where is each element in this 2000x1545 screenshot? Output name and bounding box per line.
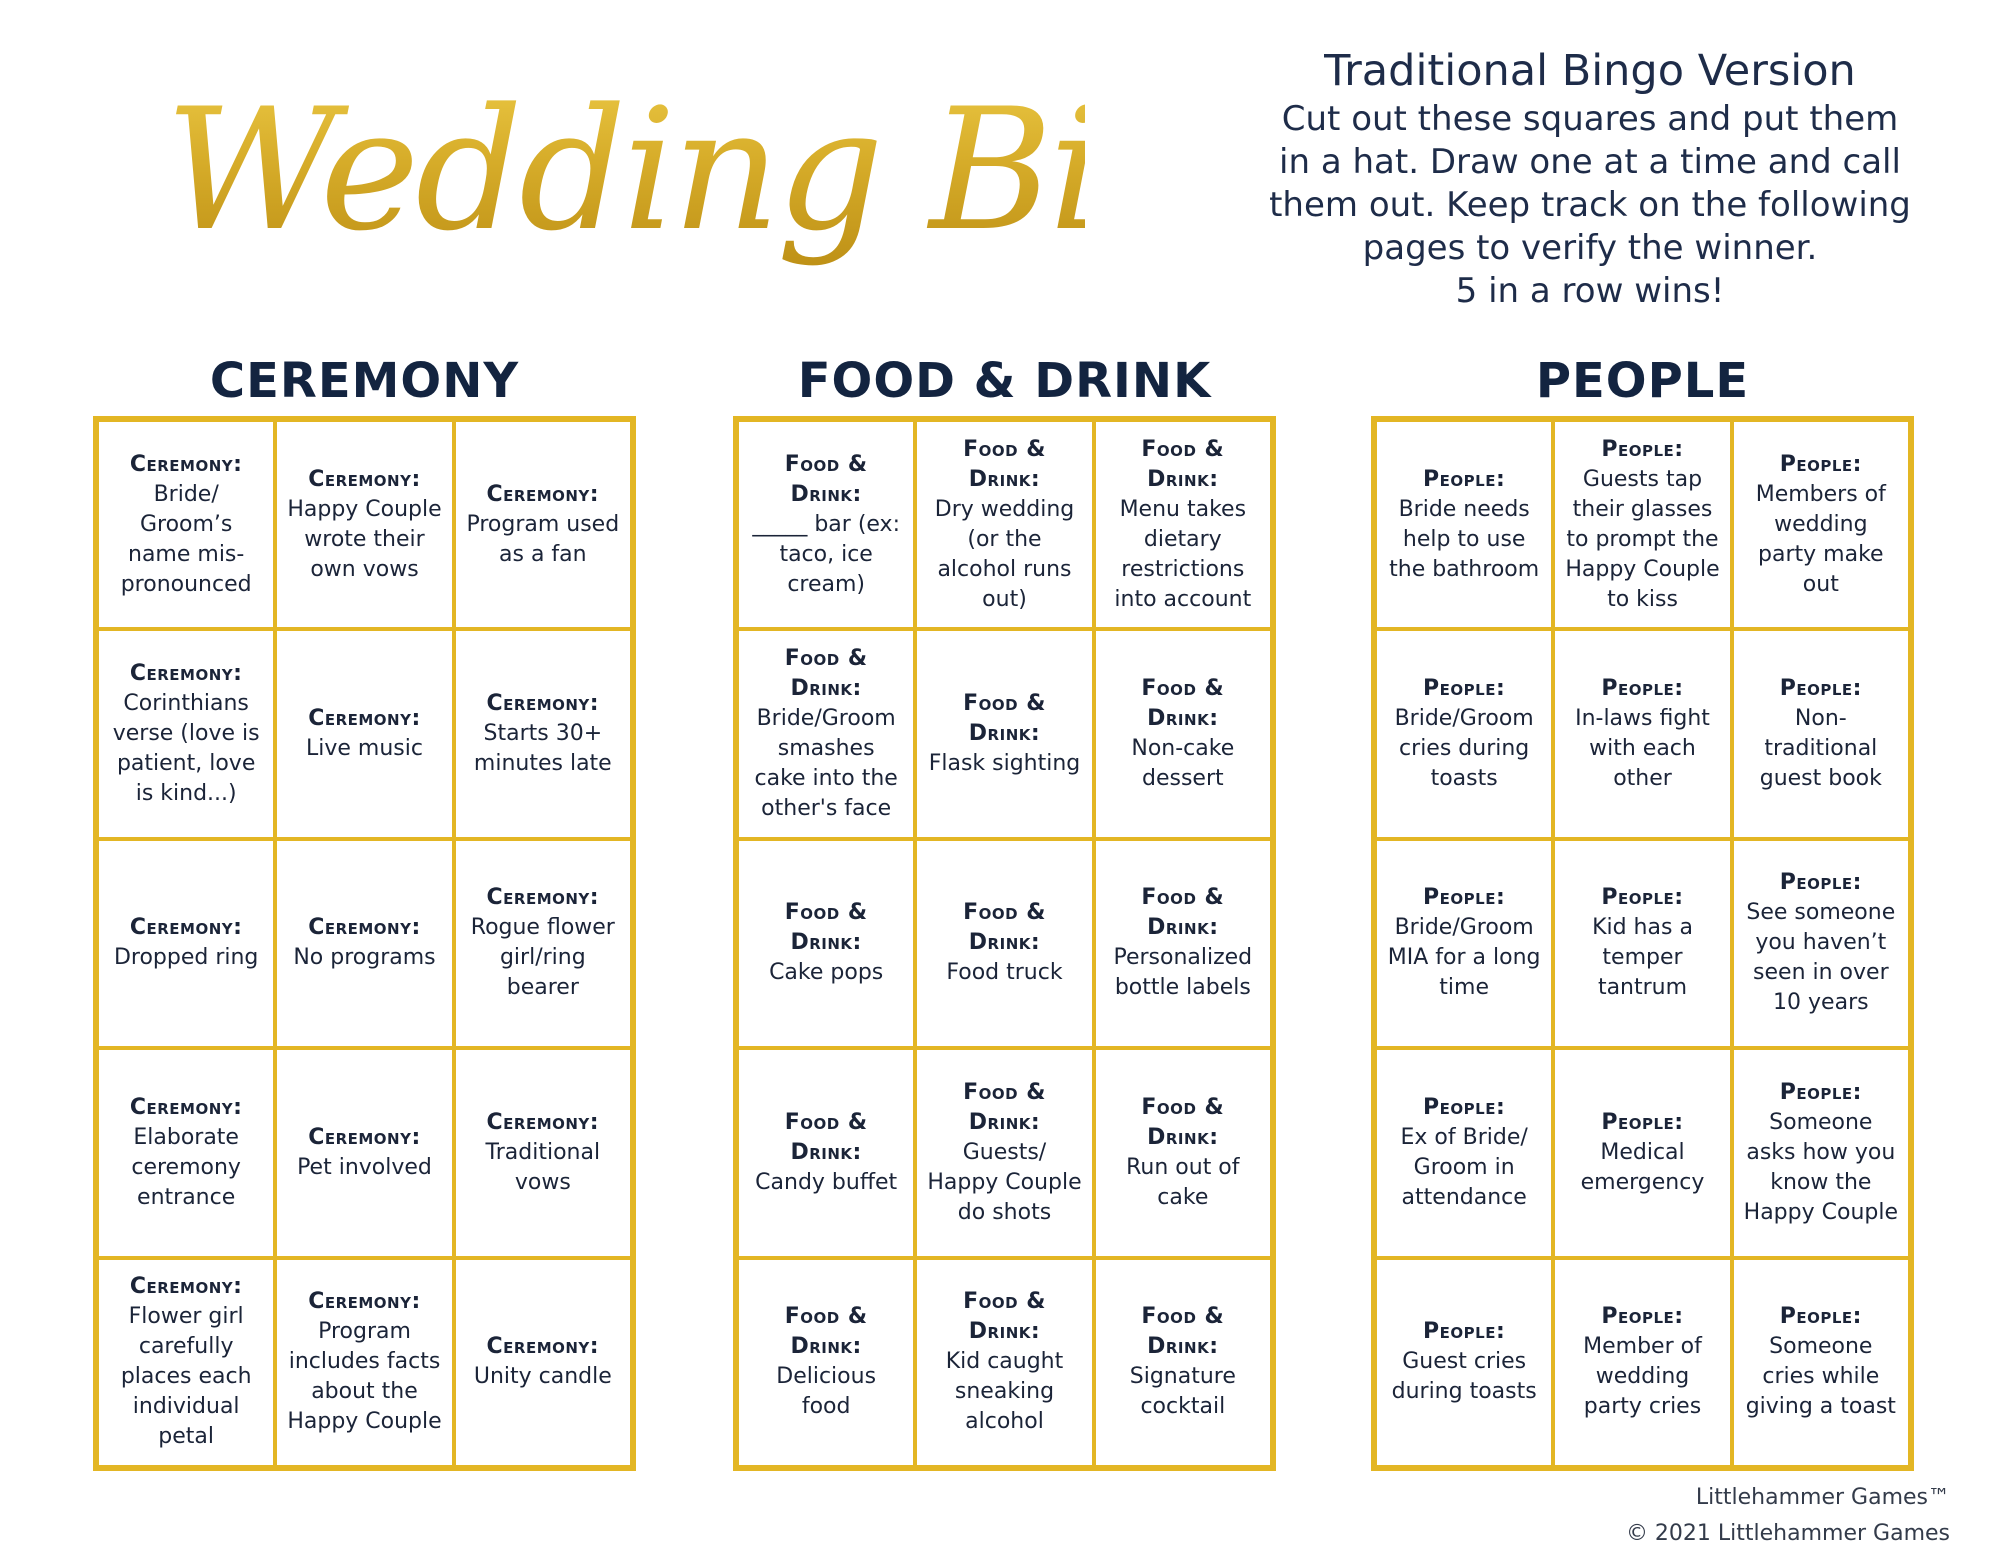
bingo-square-content [927, 1078, 1081, 1228]
square-text: Happy Couple wrote their own vows [287, 496, 442, 582]
bingo-square [1732, 420, 1910, 629]
bingo-square-content [1565, 883, 1719, 1003]
bingo-square [1375, 839, 1553, 1048]
bingo-square [737, 839, 915, 1048]
square-text: Live music [306, 736, 423, 762]
bingo-square [1094, 629, 1272, 838]
square-text: Bride/Groom MIA for a long time [1387, 915, 1541, 1001]
bingo-square-content [466, 1108, 620, 1198]
square-category: People: [1601, 436, 1684, 462]
square-category: People: [1779, 451, 1862, 477]
instructions-line: 5 in a row wins! [1455, 271, 1725, 311]
section-title: PEOPLE [1535, 353, 1750, 409]
bingo-square-content [927, 1287, 1081, 1437]
square-category: Ceremony: [486, 1109, 600, 1135]
bingo-square-content [1565, 674, 1719, 794]
square-text: Food truck [946, 960, 1063, 986]
bingo-square [915, 420, 1093, 629]
bingo-grid [733, 416, 1276, 1471]
square-category: People: [1779, 676, 1862, 702]
square-category: People: [1423, 1319, 1506, 1345]
bingo-square-content [293, 913, 435, 973]
square-category: Ceremony: [308, 706, 421, 732]
bingo-square-content [1565, 1302, 1719, 1422]
bingo-square [1732, 1258, 1910, 1467]
square-text: Starts 30+ minutes late [473, 721, 612, 777]
bingo-square-content [1387, 883, 1541, 1003]
bingo-square [97, 839, 275, 1048]
footer [1626, 1480, 1950, 1545]
square-category: Ceremony: [129, 661, 243, 687]
square-category: Ceremony: [486, 885, 600, 911]
bingo-square [915, 1048, 1093, 1257]
bingo-square [1553, 1258, 1731, 1467]
footer-copyright: © 2021 Littlehammer Games [1625, 1521, 1950, 1545]
bingo-square [275, 420, 453, 629]
bingo-square-content [1106, 883, 1260, 1003]
square-text: Personalized bottle labels [1113, 945, 1253, 1001]
bingo-square-content [1106, 1093, 1260, 1213]
section-food-drink [733, 346, 1276, 1471]
square-text: Flower girl carefully places each individual petal [120, 1304, 252, 1450]
square-text: Medical emergency [1580, 1139, 1705, 1195]
square-text: Menu takes dietary restrictions into account [1114, 496, 1252, 612]
square-text: Dropped ring [113, 945, 259, 971]
bingo-square-content [466, 480, 620, 570]
bingo-square-content [1744, 450, 1898, 600]
bingo-square-content [109, 1093, 263, 1213]
square-category: Ceremony: [129, 451, 243, 477]
instructions-line: them out. Keep track on the following [1269, 185, 1911, 225]
bingo-square [915, 629, 1093, 838]
square-text: Ex of Bride/ Groom in attendance [1400, 1124, 1528, 1210]
bingo-square [1094, 1258, 1272, 1467]
bingo-square [1375, 1048, 1553, 1257]
wedding-bingo-logo: Wedding Bingo [165, 50, 1085, 290]
square-category: Food & Drink: [1141, 1304, 1225, 1360]
square-category: Ceremony: [486, 481, 600, 507]
bingo-square-content [1744, 1302, 1898, 1422]
square-text: Candy buffet [755, 1169, 898, 1195]
square-category: Food & Drink: [1141, 436, 1225, 492]
bingo-grid [93, 416, 636, 1471]
bingo-square-content [109, 450, 263, 600]
bingo-square [737, 629, 915, 838]
square-category: Food & Drink: [784, 900, 868, 956]
square-text: Guests tap their glasses to prompt the Happy Couple to kiss [1565, 466, 1720, 612]
square-text: Traditional vows [485, 1139, 601, 1195]
bingo-square [454, 420, 632, 629]
square-category: Ceremony: [308, 915, 421, 941]
square-text: Program includes facts about the Happy Couple [287, 1319, 442, 1435]
bingo-square [1094, 839, 1272, 1048]
square-category: People: [1601, 1109, 1684, 1135]
square-category: People: [1423, 676, 1506, 702]
bingo-square-content [749, 644, 903, 824]
square-text: Run out of cake [1126, 1154, 1240, 1210]
instructions-line: in a hat. Draw one at a time and call [1279, 142, 1901, 182]
square-category: People: [1423, 466, 1506, 492]
square-category: Ceremony: [486, 691, 600, 717]
square-category: People: [1779, 870, 1862, 896]
bingo-square-content [1744, 674, 1898, 794]
instructions [1240, 44, 1940, 313]
square-category: People: [1779, 1079, 1862, 1105]
bingo-square-content [466, 689, 620, 779]
bingo-square-content [1387, 674, 1541, 794]
square-text: In-laws fight with each other [1575, 706, 1710, 792]
square-category: Food & Drink: [963, 1289, 1046, 1345]
bingo-square-content [297, 1123, 432, 1183]
bingo-square [737, 1258, 915, 1467]
square-text: Kid caught sneaking alcohol [945, 1349, 1064, 1435]
bingo-square [915, 839, 1093, 1048]
bingo-square-content [1744, 868, 1898, 1018]
bingo-square [1732, 839, 1910, 1048]
bingo-square-content [1387, 465, 1541, 585]
square-text: Guest cries during toasts [1391, 1349, 1537, 1405]
bingo-square-content [749, 450, 903, 600]
bingo-square-content [1387, 1093, 1541, 1213]
square-category: Food & Drink: [963, 436, 1046, 492]
square-text: Cake pops [769, 960, 884, 986]
square-text: Someone cries while giving a toast [1745, 1334, 1896, 1420]
bingo-square [1732, 1048, 1910, 1257]
square-text: Dry wedding (or the alcohol runs out) [934, 496, 1075, 612]
bingo-square-content [466, 883, 620, 1003]
footer-brand: Littlehammer Games™ [1695, 1485, 1950, 1510]
square-category: Food & Drink: [1141, 676, 1225, 732]
bingo-square-content [114, 913, 258, 973]
bingo-square [1375, 420, 1553, 629]
bingo-square-content [474, 1332, 612, 1392]
square-category: People: [1601, 1304, 1684, 1330]
square-text: Bride/Groom smashes cake into the other's face [754, 706, 898, 822]
bingo-square-content [927, 898, 1081, 988]
square-text: Rogue flower girl/ring bearer [470, 915, 615, 1001]
bingo-square [1375, 629, 1553, 838]
square-category: Food & Drink: [963, 691, 1046, 747]
bingo-square [454, 839, 632, 1048]
square-text: Someone asks how you know the Happy Couple [1743, 1109, 1898, 1225]
square-category: Ceremony: [308, 1124, 421, 1150]
square-text: Non-traditional guest book [1759, 706, 1882, 792]
bingo-square [1094, 420, 1272, 629]
square-text: Bride/Groom cries during toasts [1394, 706, 1534, 792]
square-category: Ceremony: [129, 1094, 243, 1120]
bingo-square-content [109, 659, 263, 809]
bingo-square-content [1387, 1317, 1541, 1407]
instructions-line: Cut out these squares and put them [1281, 99, 1899, 139]
section-people [1371, 346, 1914, 1471]
bingo-square-content [749, 1302, 903, 1422]
bingo-square [1375, 1258, 1553, 1467]
bingo-square-content [1106, 1302, 1260, 1422]
instructions-line: pages to verify the winner. [1362, 228, 1818, 268]
square-text: Bride/ Groom’s name mis-pronounced [120, 481, 252, 597]
bingo-square [915, 1258, 1093, 1467]
square-text: No programs [293, 945, 436, 971]
bingo-square-content [1565, 1108, 1719, 1198]
bingo-square [1732, 629, 1910, 838]
bingo-square [275, 839, 453, 1048]
square-text: Non-cake dessert [1131, 736, 1235, 792]
square-category: Ceremony: [129, 915, 243, 941]
square-category: People: [1779, 1304, 1862, 1330]
square-text: Bride needs help to use the bathroom [1389, 496, 1540, 582]
square-category: People: [1601, 885, 1684, 911]
section-ceremony [93, 346, 636, 1471]
square-category: Ceremony: [129, 1274, 243, 1300]
instructions-title: Traditional Bingo Version [1324, 46, 1856, 96]
bingo-square-content [1744, 1078, 1898, 1228]
bingo-square [454, 629, 632, 838]
square-category: Food & Drink: [1141, 885, 1225, 941]
square-text: Members of wedding party make out [1755, 481, 1886, 597]
bingo-square [1553, 1048, 1731, 1257]
bingo-square [454, 1258, 632, 1467]
square-text: _____ bar (ex: taco, ice cream) [752, 511, 900, 597]
square-text: Unity candle [473, 1364, 612, 1390]
square-text: Kid has a temper tantrum [1592, 915, 1693, 1001]
bingo-square-content [1565, 435, 1719, 615]
bingo-square-content [306, 704, 423, 764]
square-category: Ceremony: [486, 1334, 600, 1360]
bingo-square [275, 1258, 453, 1467]
bingo-square [97, 1258, 275, 1467]
bingo-square-content [749, 1108, 903, 1198]
section-title: FOOD & DRINK [797, 353, 1212, 409]
bingo-square [97, 420, 275, 629]
bingo-square [97, 1048, 275, 1257]
square-text: Program used as a fan [466, 511, 620, 567]
bingo-square [1553, 420, 1731, 629]
square-category: Ceremony: [308, 1289, 421, 1315]
bingo-square [275, 629, 453, 838]
square-category: Ceremony: [308, 466, 421, 492]
bingo-square-content [1106, 674, 1260, 794]
square-text: Flask sighting [928, 751, 1081, 777]
square-text: Corinthians verse (love is patient, love is kind...) [112, 691, 260, 807]
square-category: Food & Drink: [1141, 1094, 1225, 1150]
bingo-square [454, 1048, 632, 1257]
bingo-square-content [749, 898, 903, 988]
square-text: Signature cocktail [1129, 1364, 1236, 1420]
square-category: Food & Drink: [784, 646, 868, 702]
square-category: Food & Drink: [784, 451, 868, 507]
bingo-square-content [927, 689, 1081, 779]
square-category: Food & Drink: [784, 1304, 868, 1360]
bingo-square-content [927, 435, 1081, 615]
bingo-square-content [287, 1287, 441, 1437]
square-text: Pet involved [297, 1154, 432, 1180]
bingo-square [737, 420, 915, 629]
bingo-square [1553, 839, 1731, 1048]
square-category: People: [1423, 1094, 1506, 1120]
bingo-square [1094, 1048, 1272, 1257]
bingo-square-content [287, 465, 441, 585]
square-category: Food & Drink: [784, 1109, 868, 1165]
bingo-square-content [1106, 435, 1260, 615]
square-category: People: [1423, 885, 1506, 911]
bingo-grid [1371, 416, 1914, 1471]
square-text: Delicious food [776, 1364, 877, 1420]
bingo-square [1553, 629, 1731, 838]
square-category: People: [1601, 676, 1684, 702]
bingo-square [97, 629, 275, 838]
square-text: Guests/ Happy Couple do shots [927, 1139, 1082, 1225]
square-category: Food & Drink: [963, 1079, 1046, 1135]
square-text: Elaborate ceremony entrance [131, 1124, 241, 1210]
square-text: Member of wedding party cries [1583, 1334, 1702, 1420]
bingo-square [275, 1048, 453, 1257]
square-text: See someone you haven’t seen in over 10 years [1746, 900, 1896, 1016]
square-category: Food & Drink: [963, 900, 1046, 956]
bingo-square [737, 1048, 915, 1257]
bingo-square-content [109, 1272, 263, 1452]
section-title: CEREMONY [209, 353, 520, 409]
